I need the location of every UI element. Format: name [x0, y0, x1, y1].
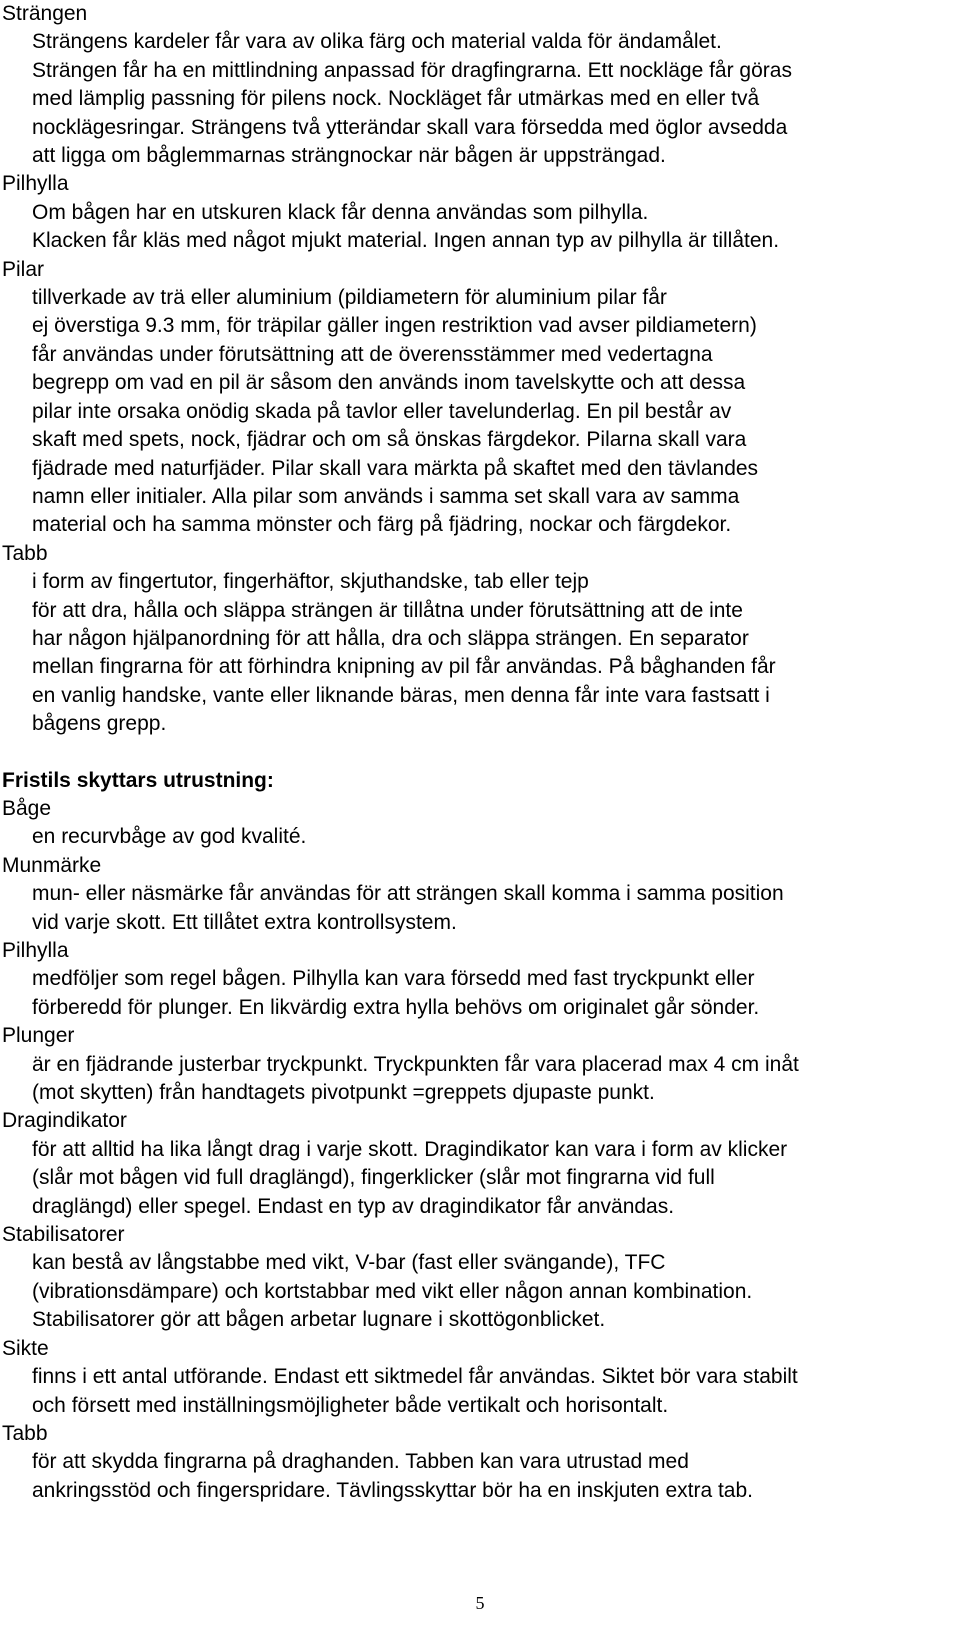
term-label: Strängen — [2, 2, 88, 25]
description-line: medföljer som regel bågen. Pilhylla kan vara försedd med fast tryckpunkt eller — [32, 967, 755, 991]
description-line: namn eller initialer. Alla pilar som används i samma set skall vara av samma — [32, 484, 740, 508]
description-line: mun- eller näsmärke får användas för att strängen skall komma i samma position — [32, 882, 784, 906]
term-label: Pilhylla — [2, 939, 69, 962]
term-description — [32, 284, 952, 540]
description-line: draglängd) eller spegel. Endast en typ av dragindikator får användas. — [32, 1194, 675, 1218]
description-line: (slår mot bågen vid full draglängd), fingerklicker (slår mot fingrarna vid full — [32, 1166, 715, 1190]
description-line: material och ha samma mönster och färg på fjädring, nockar och färgdekor. — [32, 513, 732, 537]
description-line: fjädrade med naturfjäder. Pilar skall vara märkta på skaftet med den tävlandes — [32, 456, 759, 480]
description-line: en recurvbåge av god kvalité. — [32, 825, 307, 849]
term-description — [32, 1448, 952, 1505]
term-description — [32, 199, 952, 256]
section-heading: Fristils skyttars utrustning: — [2, 768, 274, 792]
description-line: Strängen får ha en mittlindning anpassad för dragfingrarna. Ett nockläge får göras — [32, 58, 792, 82]
description-line: för att dra, hålla och släppa strängen är tillåtna under förutsättning att de inte — [32, 598, 743, 622]
term-description — [32, 880, 952, 937]
description-line: (mot skytten) från handtagets pivotpunkt =greppets djupaste punkt. — [32, 1081, 655, 1105]
term-label: Tabb — [2, 541, 48, 565]
description-line: Om bågen har en utskuren klack får denna användas som pilhylla. — [32, 200, 649, 224]
description-line: (vibrationsdämpare) och kortstabbar med vikt eller någon annan kombination. — [32, 1279, 753, 1303]
term-label: Pilhylla — [2, 172, 69, 196]
description-line: för att skydda fingrarna på draghanden. Tabben kan vara utrustad med — [32, 1450, 689, 1474]
term-description — [32, 1249, 952, 1334]
description-line: i form av fingertutor, fingerhäftor, skjuthandske, tab eller tejp — [32, 570, 589, 594]
description-line: ej överstiga 9.3 mm, för träpilar gäller ingen restriktion vad avser pildiametern) — [32, 314, 757, 338]
description-line: att ligga om båglemmarnas strängnockar när bågen är uppsträngad. — [32, 144, 666, 168]
equipment-list-part-1 — [2, 0, 952, 739]
term-label: Dragindikator — [2, 1109, 127, 1133]
description-line: har någon hjälpanordning för att hålla, dra och släppa strängen. En separator — [32, 626, 749, 650]
description-line: skaft med spets, nock, fjädrar och om så önskas färgdekor. Pilarna skall vara — [32, 428, 747, 452]
description-line: tillverkade av trä eller aluminium (pildiametern för aluminium pilar får — [32, 286, 667, 310]
term-label: Tabb — [2, 1421, 48, 1445]
term-description — [32, 965, 952, 1022]
description-line: förberedd för plunger. En likvärdig extra hylla behövs om originalet går sönder. — [32, 995, 760, 1019]
term-description — [32, 568, 952, 738]
description-line: för att alltid ha lika långt drag i varje skott. Dragindikator kan vara i form av klicker — [32, 1137, 788, 1161]
description-line: med lämplig passning för pilens nock. Nockläget får utmärkas med en eller två — [32, 87, 760, 111]
description-line: och försett med inställningsmöjligheter både vertikalt och horisontalt. — [32, 1393, 669, 1417]
document-page — [2, 0, 952, 1505]
description-line: Stabilisatorer gör att bågen arbetar lugnare i skottögonblicket. — [32, 1308, 606, 1332]
description-line: ankringsstöd och fingerspridare. Tävlingsskyttar bör ha en inskjuten extra tab. — [32, 1478, 753, 1502]
description-line: en vanlig handske, vante eller liknande bäras, men denna får inte vara fastsatt i — [32, 683, 770, 707]
term-description — [32, 1136, 952, 1221]
term-description — [32, 1051, 952, 1108]
description-line: får användas under förutsättning att de överensstämmer med vedertagna — [32, 342, 713, 366]
description-line: mellan fingrarna för att förhindra knipning av pil får användas. På båghanden får — [32, 655, 776, 679]
description-line: kan bestå av långstabbe med vikt, V-bar (fast eller svängande), TFC — [32, 1251, 666, 1275]
term-description — [32, 28, 952, 170]
term-description — [32, 823, 952, 851]
term-label: Pilar — [2, 257, 45, 281]
term-description — [32, 1363, 952, 1420]
term-label: Båge — [2, 796, 52, 820]
term-label: Sikte — [2, 1336, 49, 1360]
description-line: Strängens kardeler får vara av olika färg och material valda för ändamålet. — [32, 30, 722, 54]
page-number: 5 — [475, 1593, 485, 1613]
description-line: är en fjädrande justerbar tryckpunkt. Tryckpunkten får vara placerad max 4 cm inåt — [32, 1052, 799, 1076]
description-line: bågens grepp. — [32, 712, 167, 736]
description-line: vid varje skott. Ett tillåtet extra kontrollsystem. — [32, 910, 457, 934]
description-line: finns i ett antal utförande. Endast ett siktmedel får användas. Siktet bör vara stabilt — [32, 1365, 798, 1389]
description-line: nocklägesringar. Strängens två ytterändar skall vara försedda med öglor avsedda — [32, 115, 788, 139]
equipment-list-part-2 — [2, 795, 952, 1505]
description-line: Klacken får kläs med något mjukt material. Ingen annan typ av pilhylla är tillåten. — [32, 229, 780, 253]
term-label: Stabilisatorer — [2, 1223, 125, 1247]
description-line: pilar inte orsaka onödig skada på tavlor eller tavelunderlag. En pil består av — [32, 399, 732, 423]
term-label: Plunger — [2, 1024, 75, 1048]
description-line: begrepp om vad en pil är såsom den används inom tavelskytte och att dessa — [32, 371, 746, 395]
term-label: Munmärke — [2, 853, 102, 877]
